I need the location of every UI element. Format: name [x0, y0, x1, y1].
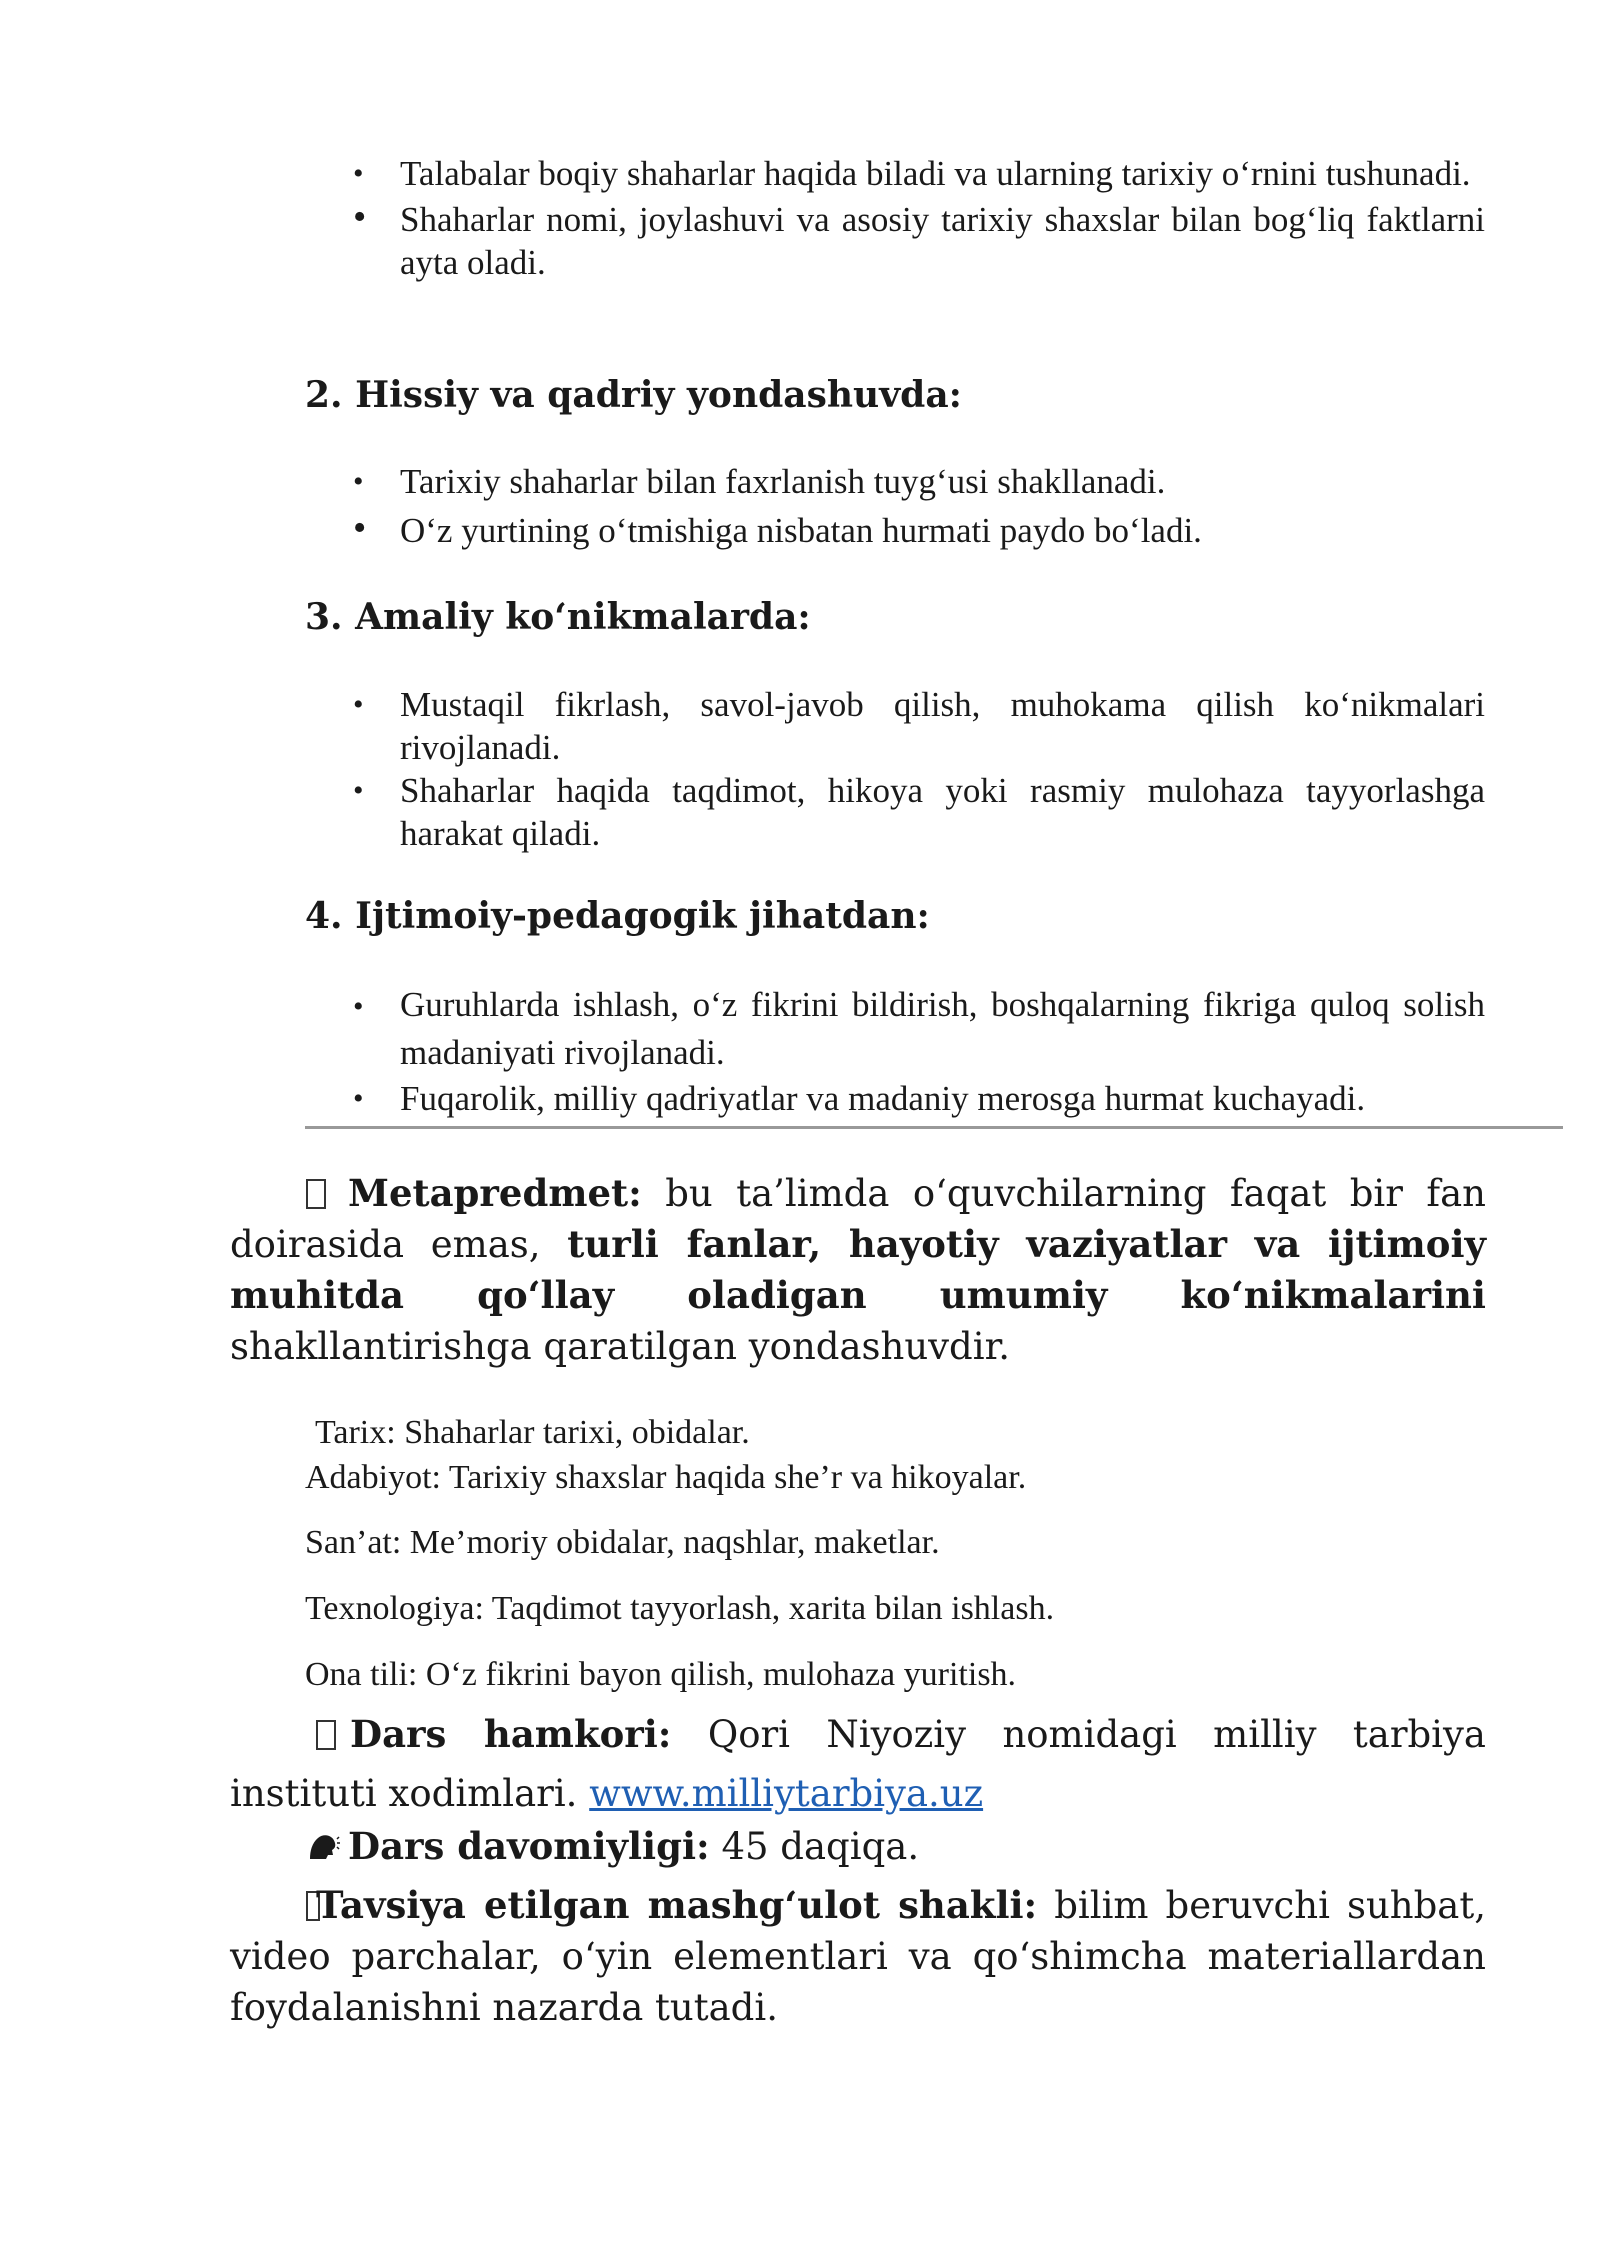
bullet-icon: • — [353, 990, 364, 1023]
speaking-head-icon — [306, 1829, 340, 1863]
bullet-text: Fuqarolik, milliy qadriyatlar va madaniy merosga hurmat kuchayadi. — [400, 1079, 1366, 1118]
metapredmet-label: Metapredmet: — [348, 1171, 642, 1215]
section-divider — [305, 1126, 1563, 1129]
list-item — [305, 769, 1485, 855]
bullet-icon: • — [353, 507, 367, 549]
bullet-text: Shaharlar nomi, joylashuvi va asosiy tarixiy shaxslar bilan bog‘liq faktlarni ayta oladi. — [400, 200, 1485, 282]
partner-label: Dars hamkori: — [350, 1712, 672, 1756]
list-item — [305, 1077, 1485, 1120]
form-label: Tavsiya etilgan mashg‘ulot shakli: — [316, 1883, 1038, 1927]
bullet-text: O‘z yurtining o‘tmishiga nisbatan hurmati paydo bo‘ladi. — [400, 511, 1202, 550]
subject-line: Tarix: Shaharlar tarixi, obidalar. — [315, 1414, 750, 1451]
bullet-text: Talabalar boqiy shaharlar haqida biladi va ularning tarixiy o‘rnini tushunadi. — [400, 154, 1471, 193]
partner-link[interactable]: www.milliytarbiya.uz — [589, 1772, 984, 1815]
bullet-icon: • — [353, 465, 364, 498]
bullet-list — [305, 152, 1485, 284]
metapredmet-text: bu ta’limda o‘quvchilarning faqat bir fan doirasida emas, — [230, 1172, 1486, 1266]
duration-text: 45 daqiqa. — [709, 1825, 920, 1868]
partner-text: Qori Niyoziy nomidagi milliy tarbiya instituti xodimlari. — [230, 1713, 1486, 1815]
partner-paragraph — [230, 1705, 1486, 1823]
bullet-list — [305, 460, 1485, 552]
bullet-icon: • — [353, 688, 364, 721]
subject-line: San’at: Me’moriy obidalar, naqshlar, maketlar. — [305, 1524, 940, 1561]
duration-paragraph — [230, 1821, 1486, 1872]
section-heading: 3. Amaliy ko‘nikmalarda: — [305, 596, 811, 638]
section-heading: 2. Hissiy va qadriy yondashuvda: — [305, 374, 962, 416]
subject-line: Ona tili: O‘z fikrini bayon qilish, mulohaza yuritish. — [305, 1656, 1017, 1693]
bullet-list — [305, 981, 1485, 1120]
form-paragraph — [230, 1880, 1486, 2033]
missing-glyph-box-icon — [306, 1179, 326, 1209]
bullet-text: Mustaqil fikrlash, savol-javob qilish, muhokama qilish ko‘nikmalari rivojlanadi. — [400, 685, 1485, 767]
metapredmet-text-end: shakllantirishga qaratilgan yondashuvdir. — [230, 1325, 1010, 1368]
bullet-icon: • — [353, 157, 364, 190]
bullet-text: Shaharlar haqida taqdimot, hikoya yoki rasmiy mulohaza tayyorlashga harakat qiladi. — [400, 771, 1485, 853]
bullet-icon: • — [353, 1082, 364, 1115]
list-item — [305, 683, 1485, 769]
section4-bullets — [305, 981, 1485, 1120]
list-item — [305, 509, 1485, 552]
list-item — [305, 152, 1485, 195]
bullet-text: Tarixiy shaharlar bilan faxrlanish tuyg‘usi shakllanadi. — [400, 462, 1166, 501]
list-item — [305, 981, 1485, 1077]
bullet-icon: • — [353, 196, 367, 238]
missing-glyph-box-icon — [316, 1720, 336, 1750]
list-item — [305, 198, 1485, 284]
duration-label: Dars davomiyligi: — [348, 1824, 710, 1868]
subject-line: Adabiyot: Tarixiy shaxslar haqida she’r va hikoyalar. — [305, 1459, 1027, 1496]
bullet-text: Guruhlarda ishlash, o‘z fikrini bildirish, boshqalarning fikriga quloq solish madaniyati rivojlanadi. — [400, 985, 1485, 1072]
section3-bullets — [305, 683, 1485, 855]
form-text: bilim beruvchi suhbat, video parchalar, o‘yin elementlari va qo‘shimcha materiallardan foydalanishni nazarda tutadi. — [230, 1884, 1486, 2029]
bullet-list — [305, 683, 1485, 855]
metapredmet-bold-text: turli fanlar, hayotiy vaziyatlar va ijtimoiy muhitda qo‘llay oladigan umumiy ko‘nikmalarini — [230, 1222, 1486, 1317]
section1-bullets — [305, 152, 1485, 284]
subject-line: Texnologiya: Taqdimot tayyorlash, xarita bilan ishlash. — [305, 1590, 1055, 1627]
section-heading: 4. Ijtimoiy-pedagogik jihatdan: — [305, 895, 930, 937]
metapredmet-paragraph — [230, 1168, 1486, 1372]
section2-bullets — [305, 460, 1485, 552]
bullet-icon: • — [353, 774, 364, 807]
list-item — [305, 460, 1485, 503]
